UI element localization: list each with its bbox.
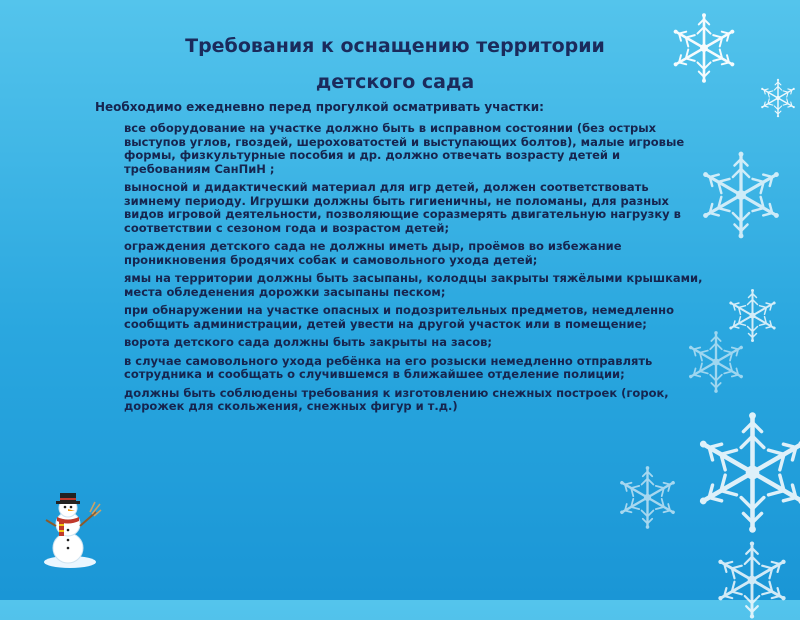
snowflake-icon (696, 150, 786, 240)
list-item-text: ворота детского сада должны быть закрыты на засов; (124, 335, 493, 349)
snowflake-icon (690, 410, 800, 535)
snowflake-icon (615, 465, 680, 530)
snowman-illustration (40, 490, 102, 570)
bullet-icon (98, 122, 112, 135)
list-item (98, 272, 708, 299)
list-item (98, 355, 708, 382)
page-title (130, 28, 660, 100)
list-item (98, 122, 708, 176)
title-line-2: детского сада (315, 71, 475, 93)
bullet-icon (98, 181, 112, 194)
list-item-text: в случае самовольного ухода ребёнка на его розыски немедленно отправлять сотрудника и сообщать о случившемся в ближайшее отделение полиции; (124, 353, 653, 381)
requirements-list (98, 122, 708, 419)
bullet-icon (98, 355, 112, 368)
title-line-1: Требования к оснащению территории (185, 35, 605, 57)
list-item-text: выносной и дидактический материал для игр детей, должен соответствовать зимнему периоду. Игрушки должны быть гигиеничны, не поломаны, для разных видов игровой деятельности, позволяющие соразмерять двигательную нагрузку в соответствии с сезоном года и возрастом детей; (124, 180, 681, 235)
snowflake-icon (758, 78, 798, 118)
list-item (98, 181, 708, 235)
bullet-icon (98, 304, 112, 317)
list-item (98, 336, 708, 350)
bullet-icon (98, 387, 112, 400)
intro-text: Необходимо ежедневно перед прогулкой осматривать участки: (95, 100, 544, 114)
bullet-icon (98, 240, 112, 253)
list-item-text: ограждения детского сада не должны иметь дыр, проёмов во избежание проникновения бродячих собак и самовольного ухода детей; (124, 239, 622, 267)
list-item-text: должны быть соблюдены требования к изготовлению снежных построек (горок, дорожек для скольжения, снежных фигур и т.д.) (124, 385, 669, 413)
list-item (98, 240, 708, 267)
list-item-text: все оборудование на участке должно быть в исправном состоянии (без острых выступов углов, гвоздей, шероховатостей и выступающих болтов), малые игровые формы, физкультурные пособия и др. должно отвечать возрасту детей и требованиям СанПиН ; (124, 121, 685, 176)
list-item-text: ямы на территории должны быть засыпаны, колодцы закрыты тяжёлыми крышками, места обледенения дорожки засыпаны песком; (124, 271, 703, 299)
snowflake-icon (712, 540, 792, 620)
bullet-icon (98, 272, 112, 285)
bullet-icon (98, 336, 112, 349)
snowflake-icon (668, 12, 740, 84)
list-item (98, 304, 708, 331)
list-item-text: при обнаружении на участке опасных и подозрительных предметов, немедленно сообщить администрации, детей увести на другой участок или в помещение; (124, 303, 674, 331)
list-item (98, 387, 708, 414)
